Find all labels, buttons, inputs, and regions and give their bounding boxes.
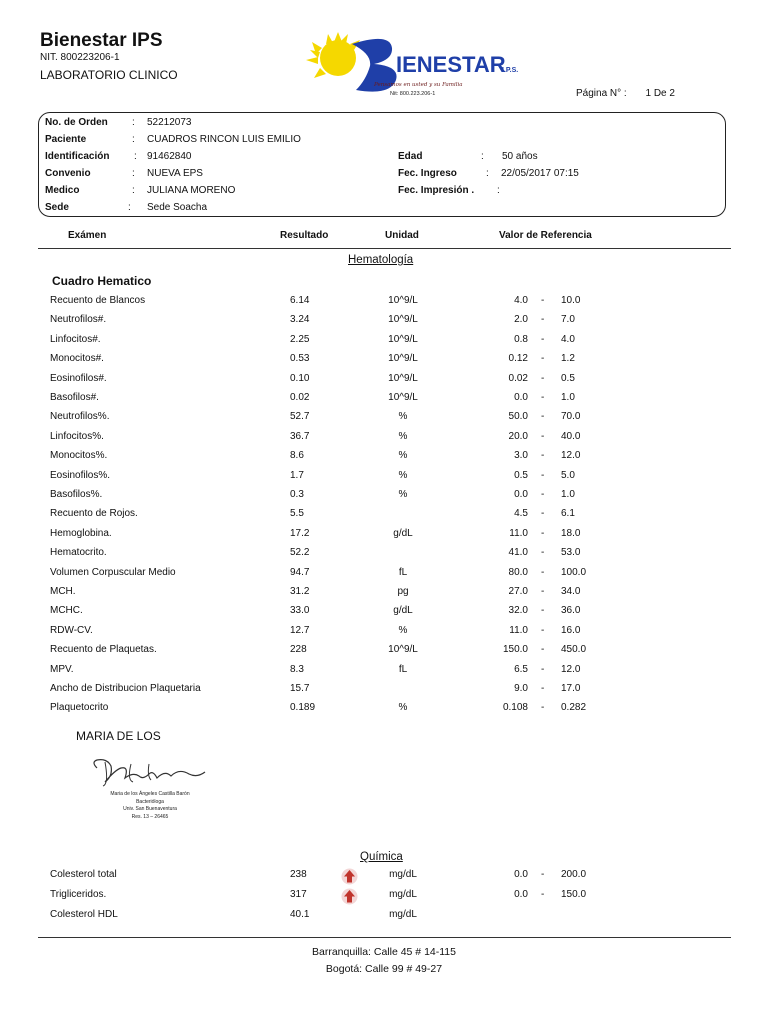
reference-high: 100.0 (561, 566, 587, 578)
reference-high: 7.0 (561, 314, 575, 326)
id-value: 91462840 (147, 151, 192, 162)
signature-line-3: Univ. San Buenaventura (123, 806, 177, 812)
table-row (0, 546, 768, 564)
footer-address-1: Barranquilla: Calle 45 # 14-115 (312, 946, 456, 958)
reference-high: 0.5 (561, 372, 575, 384)
result-value: 15.7 (290, 683, 310, 694)
reference-low: 3.0 (514, 450, 528, 462)
table-row (0, 313, 768, 331)
result-value: 8.6 (290, 450, 304, 462)
high-flag-arrow-icon (341, 888, 358, 905)
reference-low: 11.0 (509, 624, 528, 636)
unit-value: mg/dL (389, 869, 417, 880)
unit-value: % (398, 489, 408, 500)
reference-low: 0.0 (514, 889, 528, 900)
result-value: 0.3 (290, 489, 304, 500)
reference-dash: - (541, 663, 545, 675)
logo-tagline: Pensamos en usted y su Familia (374, 82, 463, 88)
company-nit: NIT. 800223206-1 (40, 52, 120, 63)
reference-dash: - (541, 411, 545, 423)
reference-dash: - (541, 489, 545, 500)
exam-name: Trigliceridos. (50, 889, 107, 900)
reference-low: 0.5 (514, 469, 528, 481)
result-value: 317 (290, 889, 307, 900)
table-row (0, 391, 768, 409)
result-value: 1.7 (290, 469, 304, 481)
id-label: Identificación (45, 151, 110, 162)
unit-value: 10^9/L (388, 353, 418, 365)
column-result: Resultado (280, 230, 329, 241)
column-exam: Exámen (68, 230, 107, 241)
group-title: Cuadro Hematico (52, 274, 152, 288)
high-flag-arrow-icon (341, 868, 358, 885)
exam-name: Recuento de Blancos (50, 295, 146, 306)
order-colon: : (132, 117, 135, 128)
reference-high: 150.0 (561, 889, 587, 900)
id-colon: : (134, 151, 137, 162)
reference-dash: - (541, 527, 545, 539)
site-label: Sede (45, 202, 69, 213)
page-number (576, 88, 675, 99)
reference-low: 0.108 (502, 702, 528, 714)
unit-value: fL (398, 663, 408, 675)
reference-dash: - (541, 314, 545, 326)
unit-value: 10^9/L (388, 314, 418, 326)
site-value: Sede Soacha (147, 202, 208, 213)
unit-value: g/dL (393, 605, 413, 617)
reference-low: 80.0 (508, 566, 528, 578)
reference-dash: - (541, 869, 545, 880)
exam-name: Ancho de Distribucion Plaquetaria (50, 683, 201, 694)
admit-label: Fec. Ingreso (398, 168, 457, 179)
exam-name: Neutrofilos#. (50, 314, 107, 326)
reference-high: 450.0 (561, 644, 587, 656)
department-name: LABORATORIO CLINICO (40, 68, 178, 82)
reference-high: 70.0 (561, 411, 581, 423)
admit-value: 22/05/2017 07:15 (501, 168, 579, 179)
table-row (0, 908, 768, 926)
reference-low: 4.0 (514, 295, 528, 306)
order-value: 52212073 (147, 117, 192, 128)
table-row (0, 333, 768, 351)
logo-nit: Nit: 800.223.206-1 (390, 91, 436, 97)
unit-value: 10^9/L (388, 333, 418, 345)
signature-line-1: Maria de los Ángeles Castilla Barón (110, 791, 190, 797)
reference-dash: - (541, 624, 545, 636)
result-value: 238 (290, 869, 307, 880)
reference-dash: - (541, 566, 545, 578)
table-row (0, 527, 768, 545)
validator-name: MARIA DE LOS (76, 729, 161, 743)
reference-dash: - (541, 353, 545, 365)
unit-value: % (398, 450, 408, 462)
result-value: 2.25 (290, 333, 310, 345)
table-row (0, 469, 768, 487)
signature-stamp (85, 752, 215, 824)
reference-dash: - (541, 605, 545, 617)
reference-dash: - (541, 430, 545, 442)
reference-dash: - (541, 295, 545, 306)
exam-name: Neutrofilos%. (50, 411, 110, 423)
age-value: 50 años (502, 151, 538, 162)
exam-name: Hemoglobina. (50, 527, 112, 539)
unit-value: 10^9/L (388, 295, 418, 306)
footer-divider (38, 937, 731, 938)
result-value: 17.2 (290, 527, 310, 539)
reference-dash: - (541, 644, 545, 656)
table-row (0, 682, 768, 700)
patient-label: Paciente (45, 134, 87, 145)
patient-value: CUADROS RINCON LUIS EMILIO (147, 134, 301, 145)
table-row (0, 410, 768, 428)
table-row (0, 294, 768, 312)
result-value: 0.189 (290, 702, 316, 714)
reference-low: 0.0 (514, 869, 528, 880)
unit-value: pg (397, 586, 409, 597)
unit-value: mg/dL (389, 889, 417, 900)
unit-value: % (398, 469, 408, 481)
patient-colon: : (132, 134, 135, 145)
reference-high: 5.0 (561, 469, 575, 481)
exam-name: Plaquetocrito (50, 702, 109, 714)
exam-name: Monocitos#. (50, 353, 104, 365)
header-divider (38, 248, 731, 249)
reference-high: 16.0 (561, 624, 581, 636)
table-row (0, 352, 768, 370)
unit-value: % (398, 702, 408, 714)
result-value: 40.1 (290, 909, 310, 920)
table-row (0, 701, 768, 719)
result-value: 8.3 (290, 663, 304, 675)
reference-high: 12.0 (561, 450, 581, 462)
reference-high: 6.1 (561, 508, 575, 520)
doctor-label: Medico (45, 185, 80, 196)
unit-value: % (398, 624, 408, 636)
reference-dash: - (541, 702, 545, 714)
reference-high: 53.0 (561, 547, 581, 559)
reference-high: 200.0 (561, 869, 587, 880)
reference-high: 17.0 (561, 683, 581, 694)
section-hematology: Hematología (348, 254, 414, 266)
table-row (0, 663, 768, 681)
reference-low: 6.5 (514, 663, 528, 675)
result-value: 36.7 (290, 430, 310, 442)
exam-name: MCHC. (50, 605, 83, 617)
result-value: 33.0 (290, 605, 310, 617)
exam-name: Volumen Corpuscular Medio (50, 566, 176, 578)
reference-high: 4.0 (561, 333, 575, 345)
reference-low: 4.5 (514, 508, 528, 520)
insurer-colon: : (132, 168, 135, 179)
result-value: 3.24 (290, 314, 310, 326)
insurer-value: NUEVA EPS (147, 168, 203, 179)
reference-high: 12.0 (561, 663, 581, 675)
section-chemistry: Química (360, 851, 403, 863)
reference-low: 32.0 (508, 605, 528, 617)
reference-low: 9.0 (514, 683, 528, 694)
exam-name: Hematocrito. (50, 547, 107, 559)
signature-line-4: Res. 13 – 26465 (131, 814, 169, 820)
patient-info-box (38, 112, 726, 217)
exam-name: Basofilos%. (50, 489, 103, 500)
reference-dash: - (541, 450, 545, 462)
result-value: 6.14 (290, 295, 310, 306)
reference-dash: - (541, 889, 545, 900)
footer-address-2: Bogotá: Calle 99 # 49-27 (325, 963, 443, 975)
table-row (0, 507, 768, 525)
reference-high: 1.0 (561, 489, 575, 500)
table-row (0, 430, 768, 448)
reference-low: 41.0 (508, 547, 528, 559)
doctor-colon: : (132, 185, 135, 196)
result-value: 228 (290, 644, 307, 656)
result-value: 52.7 (290, 411, 310, 423)
exam-name: RDW-CV. (50, 624, 93, 636)
exam-name: Linfocitos#. (50, 333, 101, 345)
exam-name: Eosinofilos%. (50, 469, 111, 481)
company-name: Bienestar IPS (40, 30, 163, 51)
table-row (0, 888, 768, 906)
reference-high: 1.2 (561, 353, 575, 365)
result-value: 94.7 (290, 566, 310, 578)
exam-name: Eosinofilos#. (50, 372, 107, 384)
site-colon: : (128, 202, 131, 213)
reference-high: 36.0 (561, 605, 581, 617)
table-row (0, 604, 768, 622)
reference-dash: - (541, 586, 545, 597)
reference-dash: - (541, 469, 545, 481)
unit-value: 10^9/L (388, 392, 418, 403)
reference-low: 150.0 (502, 644, 528, 656)
signature-line-2: Bacterióloga (136, 799, 164, 805)
reference-high: 10.0 (561, 295, 581, 306)
unit-value: g/dL (393, 527, 413, 539)
reference-low: 20.0 (508, 430, 528, 442)
reference-low: 27.0 (508, 586, 528, 597)
column-unit: Unidad (385, 230, 419, 241)
exam-name: Colesterol HDL (50, 909, 118, 920)
unit-value: % (398, 430, 408, 442)
logo-brand: IENESTAR (396, 52, 506, 77)
reference-low: 50.0 (508, 411, 528, 423)
exam-name: Linfocitos%. (50, 430, 104, 442)
age-colon: : (481, 151, 484, 162)
doctor-value: JULIANA MORENO (147, 185, 236, 196)
result-value: 31.2 (290, 586, 310, 597)
reference-dash: - (541, 333, 545, 345)
reference-high: 34.0 (561, 586, 581, 597)
table-row (0, 488, 768, 506)
result-value: 0.10 (290, 372, 310, 384)
exam-name: MPV. (50, 663, 74, 675)
table-row (0, 372, 768, 390)
print-date-label: Fec. Impresión . (398, 185, 475, 196)
table-row (0, 585, 768, 603)
reference-low: 0.8 (514, 333, 528, 345)
print-date-colon: : (497, 185, 500, 196)
reference-dash: - (541, 392, 545, 403)
result-value: 0.02 (290, 392, 310, 403)
order-label: No. de Orden (45, 117, 108, 128)
reference-high: 18.0 (561, 527, 581, 539)
result-value: 5.5 (290, 508, 304, 520)
reference-low: 11.0 (509, 527, 528, 539)
table-row (0, 624, 768, 642)
age-label: Edad (398, 151, 423, 162)
reference-low: 0.12 (508, 353, 528, 365)
result-value: 12.7 (290, 624, 310, 636)
reference-high: 1.0 (561, 392, 575, 403)
reference-dash: - (541, 508, 545, 520)
reference-low: 0.02 (508, 372, 528, 384)
exam-name: Recuento de Rojos. (50, 508, 138, 520)
unit-value: % (398, 411, 408, 423)
page-label: Página N° : (576, 88, 627, 99)
admit-colon: : (486, 168, 489, 179)
bienestar-logo (300, 30, 535, 102)
exam-name: Recuento de Plaquetas. (50, 644, 157, 656)
unit-value: 10^9/L (388, 644, 418, 656)
reference-dash: - (541, 547, 545, 559)
result-value: 52.2 (290, 547, 310, 559)
table-row (0, 449, 768, 467)
reference-low: 0.0 (514, 489, 528, 500)
exam-name: Monocitos%. (50, 450, 108, 462)
reference-dash: - (541, 372, 545, 384)
exam-name: Basofilos#. (50, 392, 99, 403)
reference-high: 0.282 (561, 702, 587, 714)
page-value: 1 De 2 (645, 88, 675, 99)
reference-low: 0.0 (514, 392, 528, 403)
column-reference: Valor de Referencia (499, 230, 592, 241)
table-row (0, 566, 768, 584)
table-row (0, 643, 768, 661)
result-value: 0.53 (290, 353, 310, 365)
exam-name: Colesterol total (50, 869, 117, 880)
reference-high: 40.0 (561, 430, 581, 442)
table-row (0, 868, 768, 886)
reference-low: 2.0 (514, 314, 528, 326)
unit-value: fL (398, 566, 408, 578)
logo-suffix: I.P.S. (502, 67, 519, 74)
insurer-label: Convenio (45, 168, 91, 179)
unit-value: mg/dL (389, 909, 417, 920)
exam-name: MCH. (50, 586, 76, 597)
reference-dash: - (541, 683, 545, 694)
unit-value: 10^9/L (388, 372, 418, 384)
